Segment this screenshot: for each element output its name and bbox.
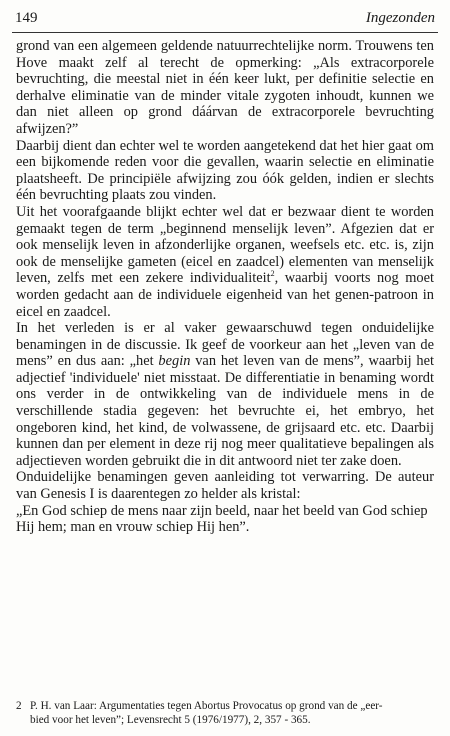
paragraph-4-emphasis: begin [158,353,191,370]
paragraph-2: Daarbij dient dan echter wel te worden aangetekend dat het hier gaat om een bijkomende reden voor die gevallen, waarin selectie en eliminatie plaatsheeft. De principiële afwijzing zou óók gelden, indien er slechts één bevruchting plaats zou vinden. [16,137,434,204]
running-head: Ingezonden [365,10,435,26]
paragraph-4-text-b: van het leven van de mens”, waarbij het adjectief 'individuele' niet misstaat. De differentiatie in benaming wordt ons verder in de ontwikkeling van de individuele mens in de verschillende stadia gegeven: het bevruchte ei, het embryo, het ongeboren kind, het kind, de volwassene, de grijsaard etc. etc. Daarbij kunnen dan per element in deze rij nog meer qualitatieve bepalingen als adjectieven worden gebruikt die in dit antwoord niet ter zake doen. [16,353,434,469]
footnote-line-1 [16,700,434,714]
footnote-reference: 2 [270,269,275,279]
page-header [15,10,435,30]
footnote [16,700,434,727]
paragraph-4 [16,320,434,469]
body-text [16,38,434,536]
paragraph-3 [16,204,434,320]
paragraph-1: grond van een algemeen geldende natuurrechtelijke norm. Trouwens ten Hove maakt zelf al terecht de opmerking: „Als extracorporele bevruchting, die meestal niet in één keer lukt, per definitie selectie en derhalve eliminatie van de minder vitale zygoten inhoudt, kunnen we dan niet alleen op grond dáárvan de extracorporele bevruchting afwijzen?” [16,38,434,137]
footnote-line-2: bied voor het leven”; Levensrecht 5 (1976/1977), 2, 357 - 365. [30,713,311,726]
footnote-text-1: P. H. van Laar: Argumentaties tegen Abortus Provocatus op grond van de „eer- [30,700,383,712]
page-number: 149 [15,10,38,26]
paragraph-3-text-b: , waarbij voorts nog moet worden gedacht aan de individuele eigenheid van het genen-patroon in eicel en zaadcel. [16,270,434,320]
paragraph-3-text-a: Uit het voorafgaande blijkt echter wel dat er bezwaar dient te worden gemaakt tegen de term „beginnend menselijk leven”. Afgezien dat er ook menselijk leven in afzonderlijke organen, weefsels etc. etc. is, zijn ook de menselijke gameten (eicel en zaadcel) elementen van menselijk leven, zelfs met een zekere individualiteit [16,203,434,287]
footnote-number: 2 [16,700,22,712]
paragraph-6-quote: „En God schiep de mens naar zijn beeld, naar het beeld van God schiep Hij hem; man en vrouw schiep Hij hen”. [16,502,428,536]
header-rule [12,32,438,33]
paragraph-5: Onduidelijke benamingen geven aanleiding tot verwarring. De auteur van Genesis I is daarentegen zo helder als kristal: [16,469,434,503]
paragraph-4-text-a: In het verleden is er al vaker gewaarschuwd tegen onduidelijke benamingen in de discussie. Ik geef de voorkeur aan het „leven van de mens” en dus aan: „het [16,320,434,370]
